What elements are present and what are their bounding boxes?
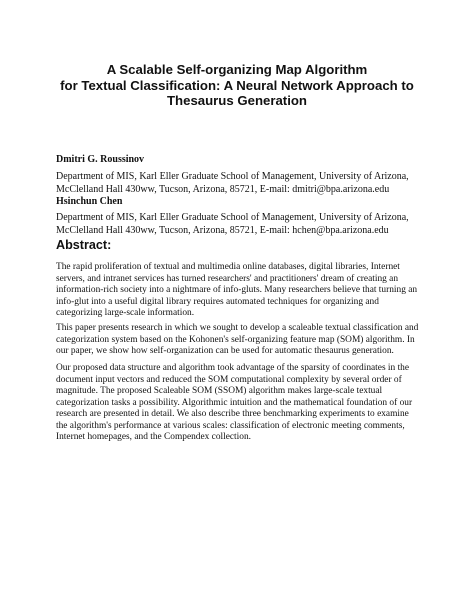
abstract-paragraph: [56, 323, 420, 358]
paragraph-line: categorizing large-scale information.: [56, 308, 195, 318]
paragraph-line: Internet homepages, and the Compendex collection.: [56, 432, 251, 442]
author-affiliation: [56, 212, 420, 238]
author-name: Dmitri G. Roussinov: [56, 154, 145, 165]
paragraph-line: our paper, we show how self-organization can be used for automatic thesaurus generation.: [56, 346, 394, 356]
title-line: for Textual Classification: A Neural Network Approach to: [60, 77, 414, 93]
abstract-paragraph: [56, 363, 420, 444]
paragraph-line: This paper presents research in which we sought to develop a scaleable textual classification and: [56, 323, 419, 333]
paragraph-line: categorization system based on the Kohonen's self-organizing feature map (SOM) algorithm. In: [56, 334, 415, 345]
affiliation-line: Department of MIS, Karl Eller Graduate School of Management, University of Arizona,: [56, 212, 409, 223]
title-line: A Scalable Self-organizing Map Algorithm: [106, 62, 368, 77]
paragraph-line: servers, and intranet services has turned researchers' and practitioners' dream of creating an: [56, 273, 399, 284]
paragraph-line: magnitude. The proposed Scaleable SOM (SSOM) algorithm makes large-scale textual: [56, 386, 383, 396]
title-line: Thesaurus Generation: [167, 93, 307, 109]
author-affiliation: [56, 171, 420, 197]
affiliation-line: McClelland Hall 430ww, Tucson, Arizona, 85721, E-mail: hchen@bpa.arizona.edu: [56, 224, 389, 236]
paragraph-line: info-glut into a useful digital library requires automated techniques for organizing and: [56, 296, 379, 307]
paragraph-line: Our proposed data structure and algorithm took advantage of the sparsity of coordinates in the: [56, 363, 410, 373]
affiliation-line: McClelland Hall 430ww, Tucson, Arizona, 85721, E-mail: dmitri@bpa.arizona.edu: [56, 183, 390, 195]
affiliation-line: Department of MIS, Karl Eller Graduate School of Management, University of Arizona,: [56, 171, 409, 182]
abstract-heading: Abstract:: [56, 238, 112, 252]
paragraph-line: document input vectors and reduced the SOM computational complexity by several order of: [56, 374, 402, 385]
author-name: Hsinchun Chen: [56, 196, 123, 207]
paragraph-line: categorization tasks a possibility. Algorithmic intuition and the mathematical foundation of our: [56, 397, 413, 408]
abstract-paragraph: [56, 262, 420, 320]
paragraph-line: The rapid proliferation of textual and multimedia online databases, digital libraries, Internet: [56, 262, 400, 272]
paragraph-line: information-rich society into a nightmare of info-gluts. Many researchers believe that turning an: [56, 285, 418, 295]
paper-title: [40, 62, 434, 109]
paragraph-line: research are presented in detail. We also describe three benchmarking experiments to examine: [56, 409, 409, 419]
paragraph-line: the algorithm's performance at various scales: classification of electronic meeting comments,: [56, 420, 405, 431]
